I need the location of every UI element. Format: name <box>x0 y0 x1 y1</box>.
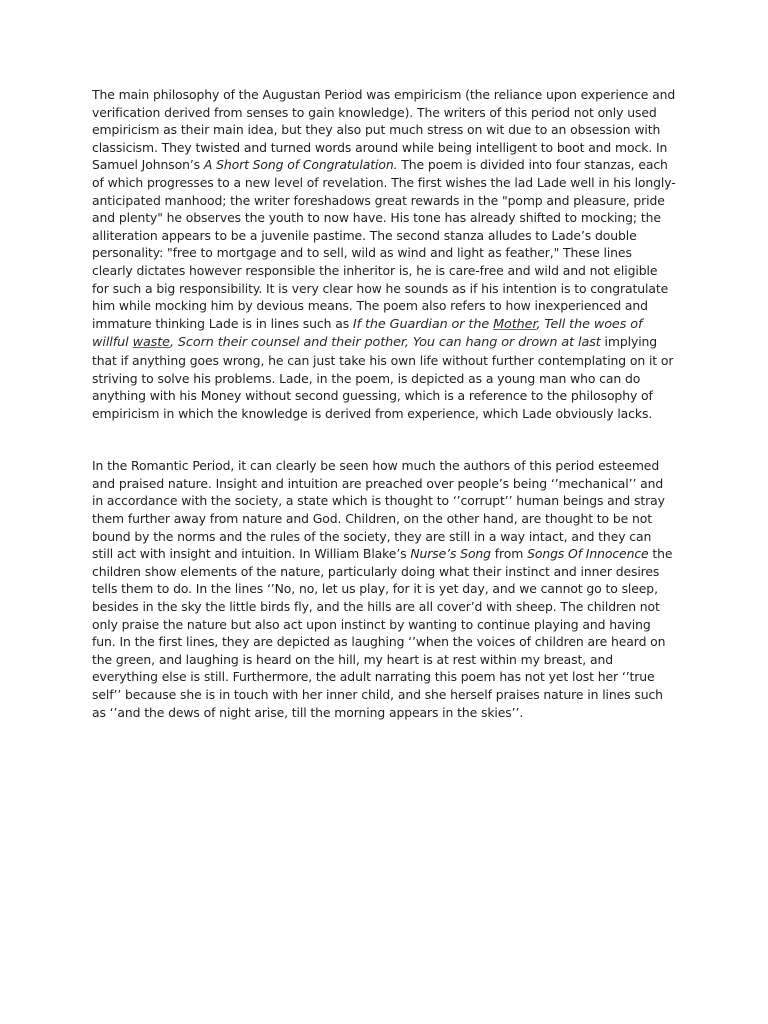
paragraph-romantic <box>92 457 676 721</box>
paragraph-augustan-text-1: The main philosophy of the Augustan Period was empiricism (the reliance upon experience and verification derived from senses to gain knowledge). The writers of this period not only used empiricism as their main idea, but they also put much stress on wit due to an obsession with classicism. They twisted and turned words around while being intelligent to boot and mock. In Samuel Johnson’s <box>92 87 676 173</box>
poem-quote-word-waste: waste <box>132 335 170 351</box>
poem-quote-part-1: If the Guardian or the <box>352 316 494 332</box>
poem-quote-part-2: , Tell the woes of willful <box>92 316 643 351</box>
paragraph-augustan <box>92 86 676 422</box>
paragraph-romantic-text-2: from <box>490 546 528 562</box>
paragraph-augustan-text-3: implying that if anything goes wrong, he can just take his own life without further contemplating on it or striving to solve his problems. Lade, in the poem, is depicted as a young man who can do anything with his Money without second guessing, which is a reference to the philosophy of empiricism in which the knowledge is derived from experience, which Lade obviously lacks. <box>92 334 674 421</box>
book-title-songs-of-innocence: Songs Of Innocence <box>527 546 649 562</box>
poem-quote-part-3: , Scorn their counsel and their pother, You can hang or drown at last <box>169 335 601 351</box>
paragraph-spacer <box>92 422 676 457</box>
poem-quote-word-mother: Mother <box>493 316 537 332</box>
paragraph-romantic-text-1: In the Romantic Period, it can clearly be seen how much the authors of this period esteemed and praised nature. Insight and intuition are preached over people’s being ‘’mechanical’’ and in accordance with the society, a state which is thought to ‘’corrupt’’ human beings and stray them further away from nature and God. Children, on the other hand, are thought to be not bound by the norms and the rules of the society, they are still in a way intact, and they can still act with insight and intuition. In William Blake’s <box>92 458 665 562</box>
paragraph-romantic-text-3: the children show elements of the nature, particularly doing what their instinct and inner desires tells them to do. In the lines ‘’No, no, let us play, for it is yet day, and we cannot go to sleep, besides in the sky the little birds fly, and the hills are all cover’d with sheep. The children not only praise the nature but also act upon instinct by wanting to continue playing and having fun. In the first lines, they are depicted as laughing ‘’when the voices of children are heard on the green, and laughing is heard on the hill, my heart is at rest within my breast, and everything else is still. Furthermore, the adult narrating this poem has not yet lost her ‘’true self’’ because she is in touch with her inner child, and she herself praises nature in lines such as ‘’and the dews of night arise, till the morning appears in the skies’’. <box>92 546 673 720</box>
paragraph-augustan-text-2: The poem is divided into four stanzas, each of which progresses to a new level of revelation. The first wishes the lad Lade well in his longly-anticipated manhood; the writer foreshadows great rewards in the "pomp and pleasure, pride and plenty" he observes the youth to now have. His tone has already shifted to mocking; the alliteration appears to be a juvenile pastime. The second stanza alludes to Lade’s double personality: "free to mortgage and to sell, wild as wind and light as feather," These lines clearly dictates however responsible the inheritor is, he is care-free and wild and not eligible for such a big responsibility. It is very clear how he sounds as if his intention is to congratulate him while mocking him by devious means. The poem also refers to how inexperienced and immature thinking Lade is in lines such as <box>92 157 676 331</box>
poem-title-short-song: A Short Song of Congratulation. <box>203 157 398 173</box>
document-page <box>92 86 676 721</box>
poem-title-nurses-song: Nurse’s Song <box>410 546 491 562</box>
